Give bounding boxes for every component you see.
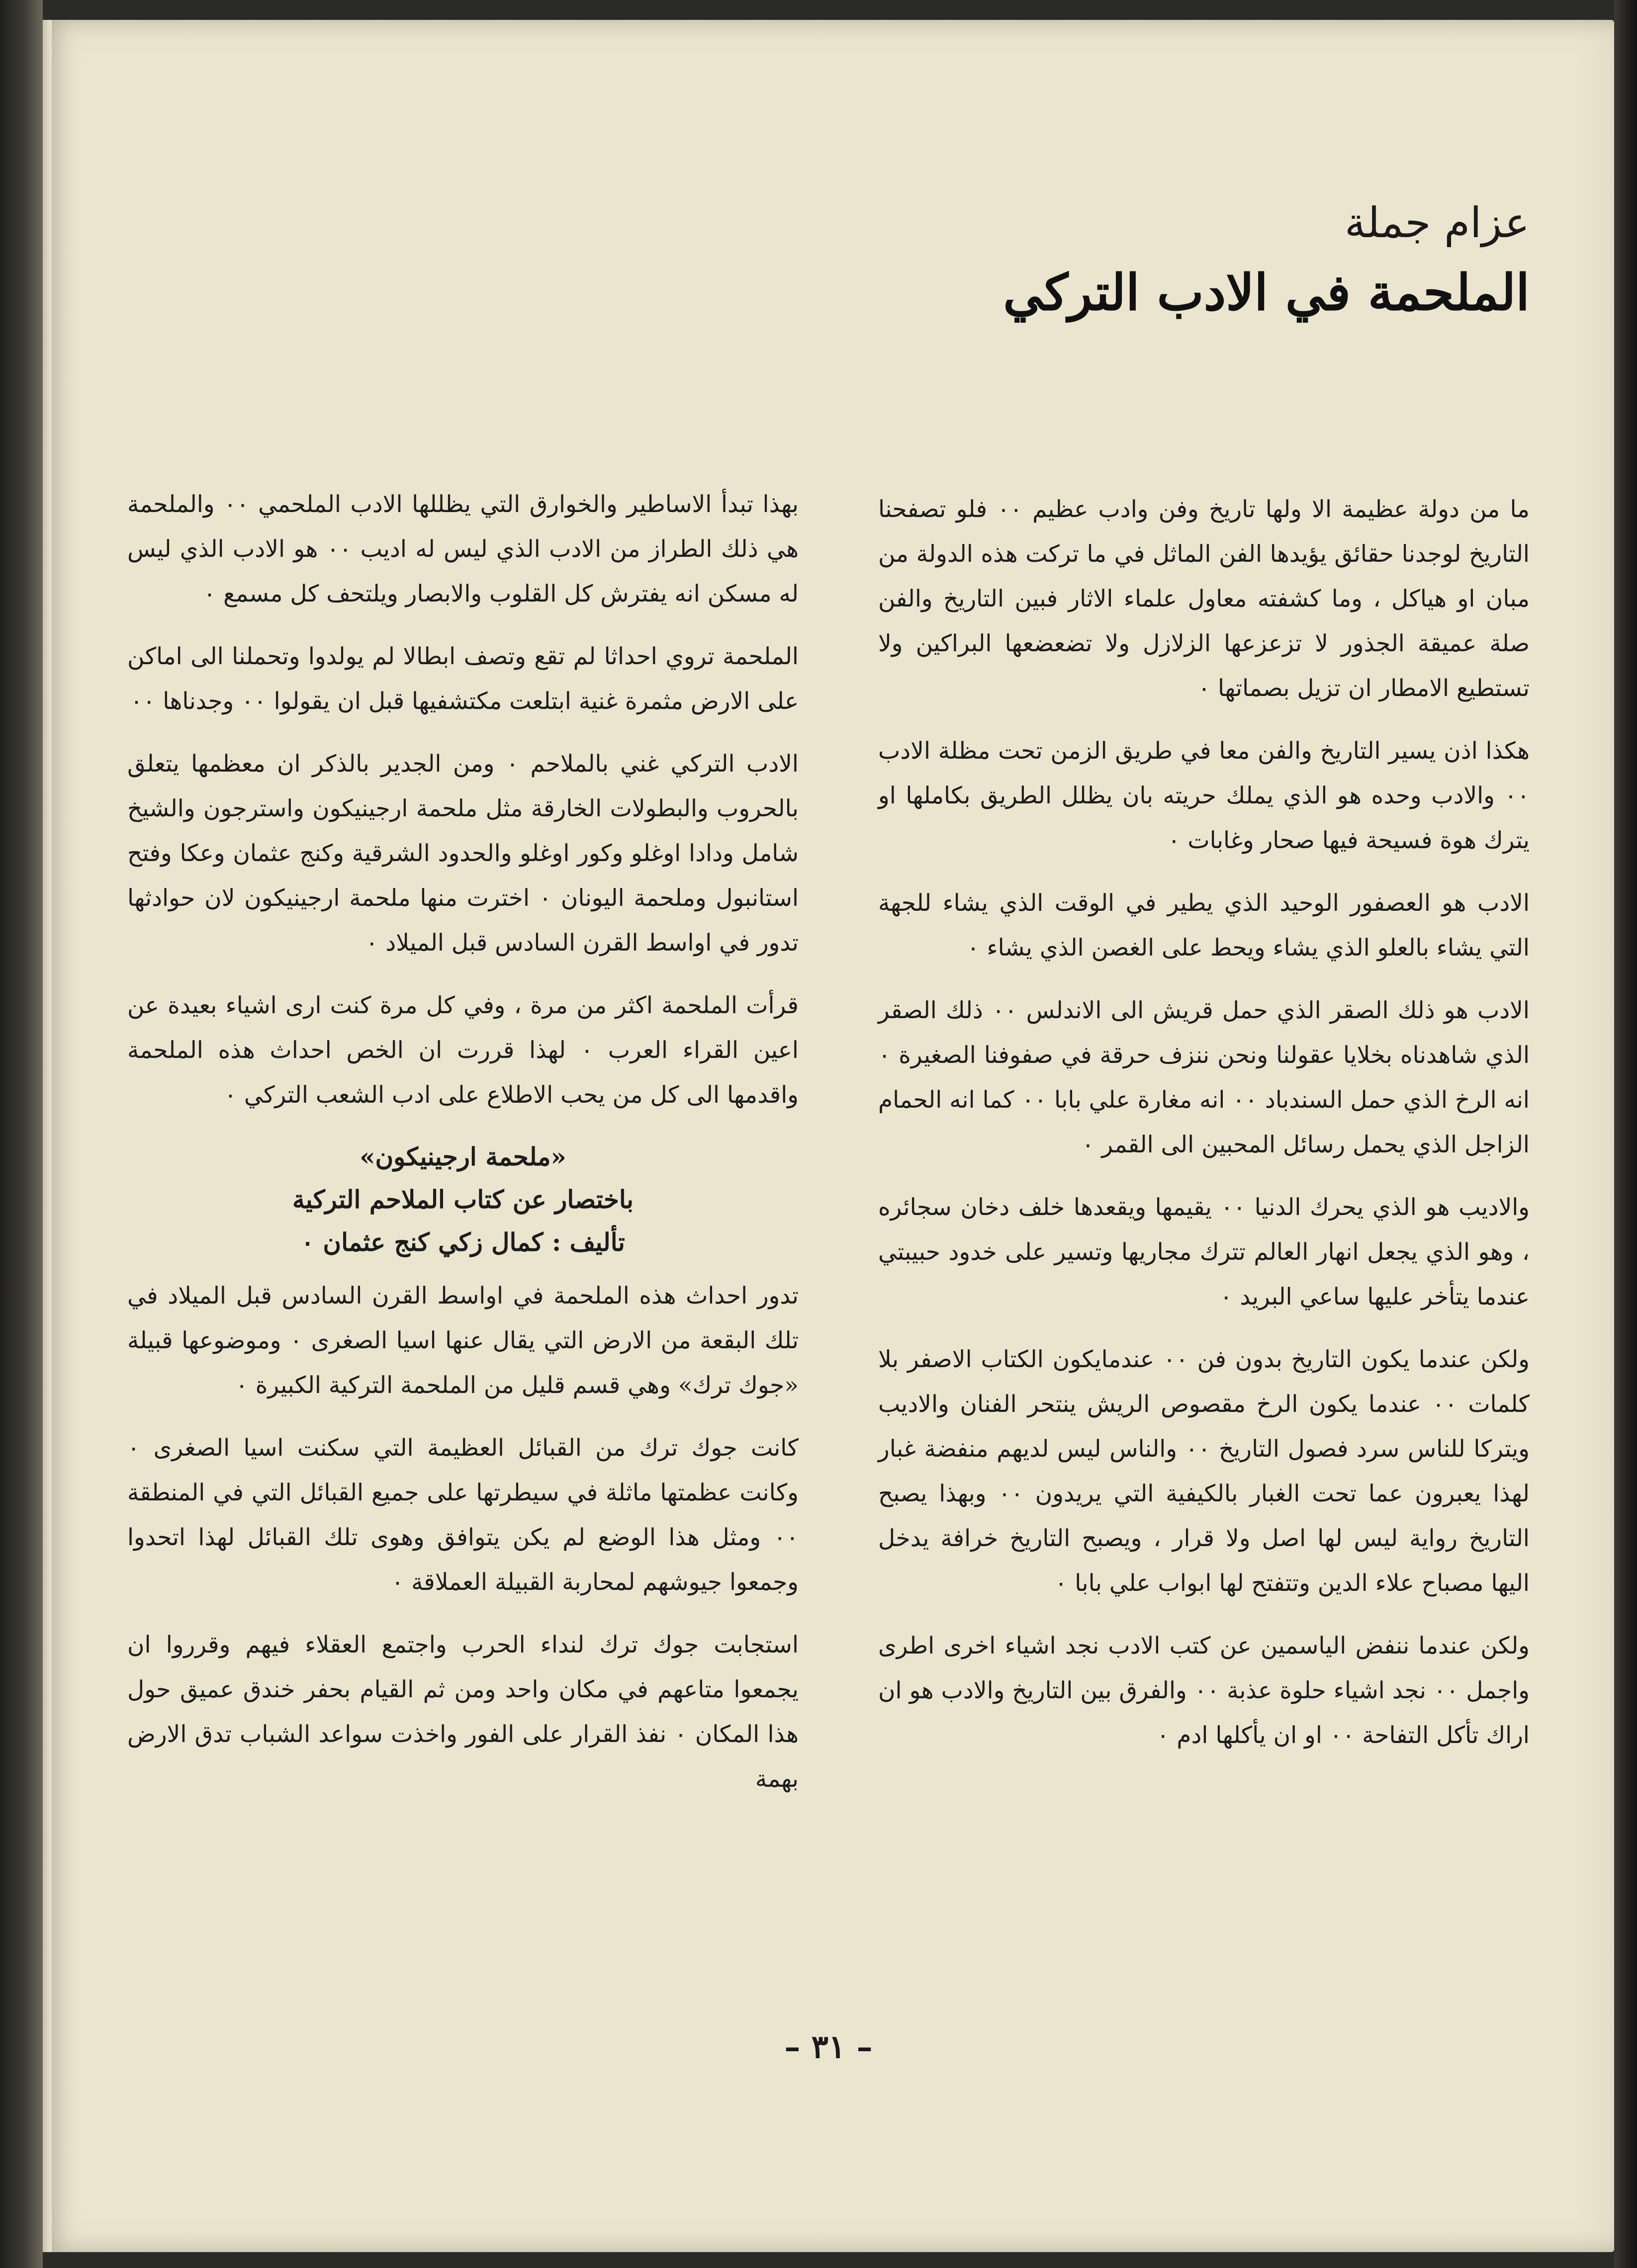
left-column bbox=[127, 482, 799, 1820]
paragraph: كانت جوك ترك من القبائل العظيمة التي سكنت اسيا الصغرى ٠ وكانت عظمتها ماثلة في سيطرتها على جميع القبائل التي في المنطقة ٠٠ ومثل هذا الوضع لم يكن يتوافق وهوى تلك القبائل لهذا اتحدوا وجمعوا جيوشهم لمحاربة القبيلة العملاقة ٠ bbox=[127, 1434, 799, 1596]
caption-source: باختصار عن كتاب الملاحم التركية bbox=[292, 1185, 634, 1214]
magazine-page bbox=[43, 20, 1614, 2252]
page-number: – ٣١ – bbox=[784, 2028, 873, 2066]
paragraph: هكذا اذن يسير التاريخ والفن معا في طريق الزمن تحت مظلة الادب ٠٠ والادب وحده هو الذي يملك حريته بان يظلل الطريق بكاملها او يترك هوة فسيحة فيها صحار وغابات ٠ bbox=[878, 737, 1530, 854]
paragraph: الادب هو العصفور الوحيد الذي يطير في الوقت الذي يشاء للجهة التي يشاء بالعلو الذي يشاء ويحط على الغصن الذي يشاء ٠ bbox=[878, 889, 1530, 961]
paragraph: ولكن عندما يكون التاريخ بدون فن ٠٠ عندمايكون الكتاب الاصفر بلا كلمات ٠٠ عندما يكون الرخ مقصوص الريش ينتحر الفنان والاديب ويتركا للناس سرد فصول التاريخ ٠٠ والناس ليس لديهم منفضة غبار لهذا يعبرون عما تحت الغبار بالكيفية التي يريدون ٠٠ وبهذا يصبح التاريخ رواية ليس لها اصل ولا قرار ، ويصبح التاريخ خرافة يدخل اليها مصباح علاء الدين وتتفتح لها ابواب علي بابا ٠ bbox=[878, 1346, 1530, 1597]
caption-author: تأليف : كمال زكي كنج عثمان ٠ bbox=[301, 1227, 625, 1257]
article-title: الملحمة في الادب التركي bbox=[1003, 263, 1530, 322]
book-spine bbox=[0, 0, 43, 2268]
paragraph: الملحمة تروي احداثا لم تقع وتصف ابطالا لم يولدوا وتحملنا الى اماكن على الارض مثمرة غنية ابتلعت مكتشفيها قبل ان يقولوا ٠٠ وجدناها ٠٠ bbox=[127, 643, 799, 715]
paragraph: استجابت جوك ترك لنداء الحرب واجتمع العقلاء فيهم وقرروا ان يجمعوا متاعهم في مكان واحد ومن ثم القيام بحفر خندق عميق حول هذا المكان ٠ نفذ القرار على الفور واخذت سواعد الشباب تدق الارض بهمة bbox=[127, 1631, 799, 1793]
scan-edge bbox=[1614, 0, 1637, 2268]
paragraph: ولكن عندما ننفض الياسمين عن كتب الادب نجد اشياء اخرى اطرى واجمل ٠٠ نجد اشياء حلوة عذبة ٠٠ والفرق بين التاريخ والادب هو ان اراك تأكل التفاحة ٠٠ او ان يأكلها ادم ٠ bbox=[878, 1632, 1530, 1749]
caption-title: «ملحمة ارجينيكون» bbox=[360, 1142, 566, 1171]
paragraph: تدور احداث هذه الملحمة في اواسط القرن السادس قبل الميلاد في تلك البقعة من الارض التي يقال عنها اسيا الصغرى ٠ وموضوعها قبيلة «جوك ترك» وهي قسم قليل من الملحمة التركية الكبيرة ٠ bbox=[127, 1282, 799, 1399]
right-column bbox=[878, 487, 1530, 1776]
paragraph: ما من دولة عظيمة الا ولها تاريخ وفن وادب عظيم ٠٠ فلو تصفحنا التاريخ لوجدنا حقائق يؤيدها الفن الماثل في ما تركت هذه الدولة من مبان او هياكل ، وما كشفته معاول علماء الاثار فبين التاريخ والفن صلة عميقة الجذور لا تزعزعها الزلازل ولا تضعضعها البراكين ولا تستطيع الامطار ان تزيل بصماتها ٠ bbox=[878, 496, 1530, 702]
paragraph: قرأت الملحمة اكثر من مرة ، وفي كل مرة كنت ارى اشياء بعيدة عن اعين القراء العرب ٠ لهذا قررت ان الخص احداث هذه الملحمة واقدمها الى كل من يحب الاطلاع على ادب الشعب التركي ٠ bbox=[127, 992, 799, 1109]
author-name: عزام جملة bbox=[1345, 198, 1530, 247]
paragraph: الادب التركي غني بالملاحم ٠ ومن الجدير بالذكر ان معظمها يتعلق بالحروب والبطولات الخارقة مثل ملحمة ارجينيكون واسترجون والشيخ شامل ودادا اوغلو وكور اوغلو والحدود الشرقية وكنج عثمان وعكا وفتح استانبول وملحمة اليونان ٠ اخترت منها ملحمة ارجينيكون لان حوادثها تدور في اواسط القرن السادس قبل الميلاد ٠ bbox=[127, 750, 799, 957]
paragraph: الادب هو ذلك الصقر الذي حمل قريش الى الاندلس ٠٠ ذلك الصقر الذي شاهدناه بخلايا عقولنا ونحن ننزف حرقة في صفوفنا الصغيرة ٠ انه الرخ الذي حمل السندباد ٠٠ انه مغارة علي بابا ٠٠ كما انه الحمام الزاجل الذي يحمل رسائل المحبين الى القمر ٠ bbox=[878, 997, 1530, 1158]
paragraph: بهذا تبدأ الاساطير والخوارق التي يظللها الادب الملحمي ٠٠ والملحمة هي ذلك الطراز من الادب الذي ليس له اديب ٠٠ هو الادب الذي ليس له مسكن انه يفترش كل القلوب والابصار ويلتحف كل مسمع ٠ bbox=[127, 491, 799, 608]
epic-caption bbox=[127, 1135, 799, 1264]
paragraph: والاديب هو الذي يحرك الدنيا ٠٠ يقيمها ويقعدها خلف دخان سجائره ، وهو الذي يجعل انهار العالم تترك مجاريها وتسير على خدود حبيبتي عندما يتأخر عليها ساعي البريد ٠ bbox=[878, 1194, 1530, 1310]
